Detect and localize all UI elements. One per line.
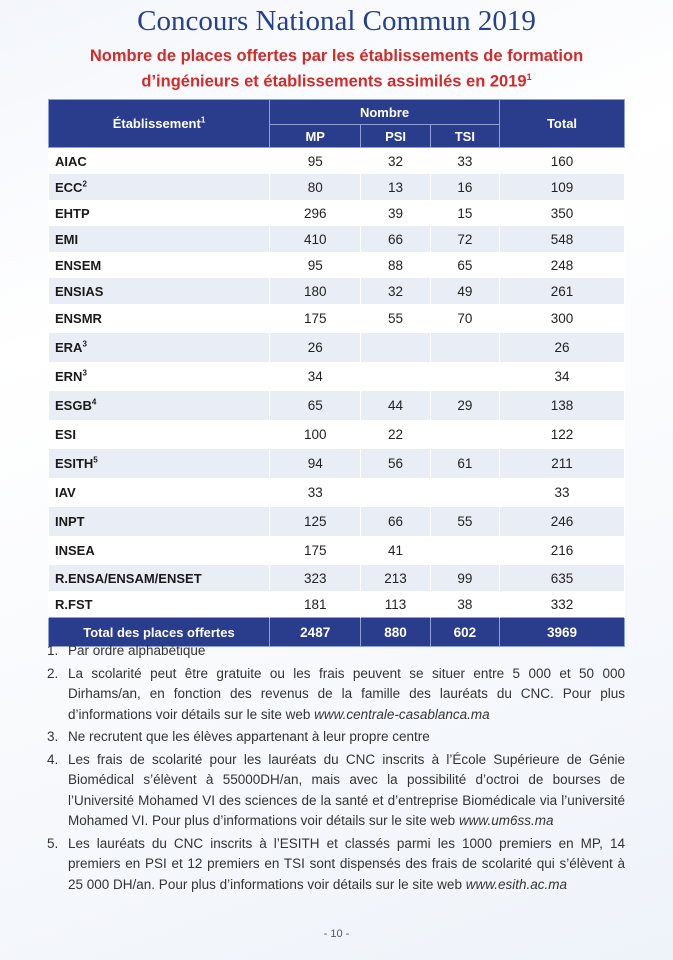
cell-tsi: 49 [430, 278, 499, 304]
cell-psi: 13 [361, 174, 430, 200]
total-mp: 2487 [270, 618, 361, 647]
cell-total: 34 [500, 362, 625, 391]
cell-psi: 44 [361, 391, 430, 420]
total-total: 3969 [500, 618, 625, 647]
table-row [49, 478, 625, 507]
row-name: ESGB [55, 398, 92, 413]
cell-tsi [430, 420, 499, 449]
table-row [49, 391, 625, 420]
row-establishment [49, 449, 270, 478]
row-establishment [49, 200, 270, 226]
footnote-link[interactable]: www.esith.ac.ma [465, 876, 567, 892]
cell-total: 33 [500, 478, 625, 507]
page-subtitle [30, 46, 643, 93]
footnote-number: 3. [47, 729, 59, 744]
cell-mp: 33 [270, 478, 361, 507]
places-table [48, 99, 625, 647]
cell-tsi [430, 362, 499, 391]
page-number: - 10 - [323, 928, 350, 940]
cell-psi [361, 478, 430, 507]
cell-total: 332 [500, 591, 625, 618]
row-establishment [49, 333, 270, 362]
header-total: Total [500, 100, 625, 148]
row-name: R.ENSA/ENSAM/ENSET [55, 570, 202, 586]
footnote-number: 2. [47, 665, 59, 681]
header-psi: PSI [361, 125, 430, 148]
table-row [49, 507, 625, 536]
cell-mp: 26 [270, 333, 361, 362]
cell-total: 122 [500, 420, 625, 449]
row-sup: 5 [93, 455, 98, 465]
cell-mp: 410 [270, 226, 361, 252]
subtitle-line-1: Nombre de places offertes par les établissements de formation [89, 47, 584, 65]
cell-total: 246 [500, 507, 625, 536]
page-title: Concours National Commun 2019 [137, 5, 536, 37]
footnote-text: La scolarité peut être gratuite ou les frais peuvent se situer entre 5 000 et 50 000 Dirhams/an, en fonction des revenus de la famille des lauréats du CNC. Pour plus d’informations voir détails sur le site web [68, 665, 625, 722]
footnote-item [47, 750, 625, 832]
table-row [49, 174, 625, 200]
cell-tsi: 72 [430, 226, 499, 252]
cell-total: 635 [500, 565, 625, 591]
row-establishment [49, 148, 270, 175]
cell-psi: 55 [361, 304, 430, 333]
cell-mp: 175 [270, 536, 361, 565]
row-name: ENSMR [55, 311, 102, 326]
footnote-number: 5. [47, 835, 59, 851]
cell-psi: 39 [361, 200, 430, 226]
row-establishment [49, 226, 270, 252]
header-establishment-label: Établissement [112, 116, 201, 131]
row-name: ESI [55, 427, 76, 442]
cell-mp: 100 [270, 420, 361, 449]
cell-tsi: 15 [430, 200, 499, 226]
cell-psi: 41 [361, 536, 430, 565]
cell-tsi: 55 [430, 507, 499, 536]
total-tsi: 602 [430, 618, 499, 647]
table-row [49, 278, 625, 304]
row-establishment [49, 278, 270, 304]
footnote-item [47, 834, 625, 896]
cell-psi: 88 [361, 252, 430, 278]
cell-tsi: 16 [430, 174, 499, 200]
row-name: R.FST [55, 596, 93, 612]
row-establishment [49, 591, 270, 618]
row-establishment [49, 174, 270, 200]
row-sup: 4 [91, 397, 97, 407]
cell-total: 248 [500, 252, 625, 278]
row-establishment [49, 536, 270, 565]
cell-tsi: 61 [430, 449, 499, 478]
table-row [49, 200, 625, 226]
cell-mp: 181 [270, 591, 361, 618]
cell-total: 548 [500, 226, 625, 252]
cell-psi: 213 [361, 565, 430, 591]
cell-mp: 296 [270, 200, 361, 226]
row-establishment [49, 362, 270, 391]
row-name: EMI [55, 231, 79, 247]
cell-total: 350 [500, 200, 625, 226]
cell-mp: 323 [270, 565, 361, 591]
cell-tsi [430, 333, 499, 362]
cell-total: 138 [500, 391, 625, 420]
row-name: ENSEM [55, 257, 102, 273]
cell-total: 261 [500, 278, 625, 304]
cell-psi: 22 [361, 420, 430, 449]
table-row [49, 449, 625, 478]
header-mp: MP [270, 125, 361, 148]
header-establishment-sup: 1 [200, 115, 206, 125]
cell-total: 109 [500, 174, 625, 200]
footnote-item [47, 664, 625, 726]
row-establishment [49, 565, 270, 591]
cell-mp: 94 [270, 449, 361, 478]
header-establishment [49, 100, 270, 148]
table-row [49, 333, 625, 362]
subtitle-line-2-text: d’ingénieurs et établissements assimilés en 2019 [141, 72, 527, 91]
cell-mp: 95 [270, 148, 361, 175]
row-name: IAV [55, 485, 76, 500]
row-name: INPT [55, 514, 85, 529]
table-row [49, 536, 625, 565]
row-name: EHTP [55, 205, 90, 221]
cell-mp: 34 [270, 362, 361, 391]
row-name: ERA [55, 340, 83, 355]
table-row [49, 591, 625, 618]
footnote-item [47, 641, 625, 662]
table-row [49, 148, 625, 175]
total-label: Total des places offertes [49, 618, 270, 647]
cell-tsi: 33 [430, 148, 499, 175]
row-establishment [49, 391, 270, 420]
cell-mp: 125 [270, 507, 361, 536]
cell-psi: 66 [361, 507, 430, 536]
cell-tsi [430, 478, 499, 507]
subtitle-line-2 [30, 67, 643, 93]
footnote-item [47, 727, 625, 748]
row-sup: 2 [82, 179, 87, 189]
footnote-link[interactable]: www.centrale-casablanca.ma [314, 706, 490, 722]
footnote-text: Les frais de scolarité pour les lauréats du CNC inscrits à l’École Supérieure de Génie Biomédical s’élèvent à 55000DH/an, mais avec la possibilité d’octroi de bourses de l’Université Mohamed VI des sciences de la santé et d’entreprise Biomédicale via l’université Mohamed VI. Pour plus d’informations voir détails sur le site web [68, 751, 625, 828]
table-row [49, 565, 625, 591]
cell-mp: 65 [270, 391, 361, 420]
cell-mp: 175 [270, 304, 361, 333]
cell-tsi: 38 [430, 591, 499, 618]
footnotes-list [47, 641, 625, 895]
cell-total: 211 [500, 449, 625, 478]
cell-psi: 56 [361, 449, 430, 478]
cell-total: 160 [500, 148, 625, 175]
row-name: ERN [55, 369, 83, 384]
cell-total: 216 [500, 536, 625, 565]
cell-total: 300 [500, 304, 625, 333]
row-establishment [49, 252, 270, 278]
table-row [49, 226, 625, 252]
row-name: ECC [55, 179, 83, 195]
cell-psi: 113 [361, 591, 430, 618]
cell-mp: 95 [270, 252, 361, 278]
subtitle-footnote-marker: 1 [526, 72, 532, 82]
header-tsi: TSI [430, 125, 499, 148]
row-establishment [49, 420, 270, 449]
table-row [49, 420, 625, 449]
row-sup: 3 [82, 339, 87, 349]
row-name: ESITH [55, 456, 94, 471]
row-name: INSEA [55, 543, 95, 558]
footnote-number: 4. [47, 751, 59, 767]
row-sup: 3 [82, 368, 87, 378]
cell-tsi [430, 536, 499, 565]
cell-total: 26 [500, 333, 625, 362]
footnote-number: 1. [47, 643, 59, 658]
table-row [49, 362, 625, 391]
footnote-text: Les lauréats du CNC inscrits à l’ESITH et classés parmi les 1000 premiers en MP, 14 premiers en PSI et 12 premiers en TSI sont dispensés des frais de scolarité qui s’élèvent à 25 000 DH/an. Pour plus d’informations voir détails sur le site web [68, 835, 625, 892]
footnote-text: Ne recrutent que les élèves appartenant à leur propre centre [68, 729, 430, 744]
cell-mp: 180 [270, 278, 361, 304]
cell-psi: 32 [361, 278, 430, 304]
row-establishment [49, 304, 270, 333]
total-psi: 880 [361, 618, 430, 647]
row-name: AIAC [55, 153, 87, 169]
cell-psi: 32 [361, 148, 430, 175]
cell-psi [361, 362, 430, 391]
cell-psi [361, 333, 430, 362]
row-establishment [49, 507, 270, 536]
header-nombre: Nombre [270, 100, 500, 125]
cell-tsi: 99 [430, 565, 499, 591]
cell-psi: 66 [361, 226, 430, 252]
footnote-link[interactable]: www.um6ss.ma [458, 813, 554, 828]
cell-tsi: 65 [430, 252, 499, 278]
footnote-text: Par ordre alphabétique [68, 643, 206, 658]
cell-tsi: 29 [430, 391, 499, 420]
cell-tsi: 70 [430, 304, 499, 333]
row-establishment [49, 478, 270, 507]
table-row [49, 304, 625, 333]
row-name: ENSIAS [55, 283, 104, 299]
table-row [49, 252, 625, 278]
cell-mp: 80 [270, 174, 361, 200]
